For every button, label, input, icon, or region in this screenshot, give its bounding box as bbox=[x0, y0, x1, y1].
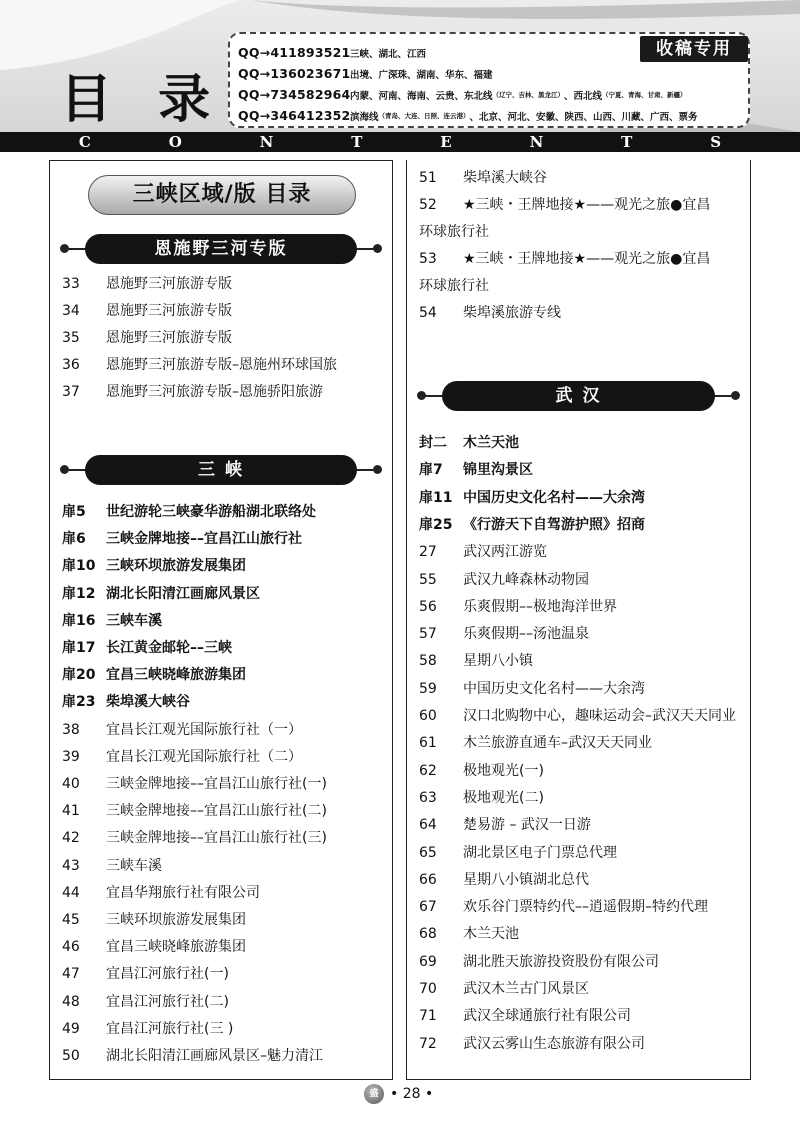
qq-areas-note: （宁夏、青海、甘肃、新疆） bbox=[602, 91, 687, 99]
section-dot bbox=[60, 244, 69, 253]
section-title: 武 汉 bbox=[442, 381, 715, 411]
toc-page-number: 扉6 bbox=[62, 531, 86, 548]
toc-entry-title: 宜昌长江观光国际旅行社（一） bbox=[106, 721, 302, 738]
toc-entry-title: 三峡金牌地接––宜昌江山旅行社(一) bbox=[106, 776, 327, 792]
toc-entry-title: 武汉木兰古门风景区 bbox=[463, 981, 589, 997]
toc-page-number: 35 bbox=[62, 330, 80, 346]
toc-page-number: 63 bbox=[419, 789, 437, 806]
toc-page-number: 53 bbox=[419, 251, 437, 267]
toc-entry[interactable] bbox=[419, 539, 749, 566]
toc-entry-title: 湖北长阳清江画廊风景区–魅力清江 bbox=[106, 1048, 323, 1064]
toc-entry-title: 恩施野三河旅游专版 bbox=[106, 276, 232, 292]
toc-entry-title: 星期八小镇湖北总代 bbox=[463, 871, 589, 888]
toc-entry[interactable] bbox=[62, 961, 388, 988]
toc-entry[interactable] bbox=[419, 485, 749, 512]
toc-entry-title: 恩施野三河旅游专版 bbox=[106, 330, 232, 346]
toc-entry[interactable] bbox=[62, 325, 388, 352]
toc-entry[interactable] bbox=[62, 825, 388, 852]
toc-page-number: 扉7 bbox=[419, 462, 443, 479]
toc-page-number: 61 bbox=[419, 735, 437, 752]
toc-page-number: 38 bbox=[62, 721, 80, 738]
contents-letter: T bbox=[621, 133, 633, 151]
toc-entry[interactable] bbox=[419, 621, 749, 648]
section-title: 三 峡 bbox=[85, 455, 357, 485]
toc-entry-title: 武汉两江游览 bbox=[463, 544, 547, 561]
toc-entry-title: 中国历史文化名村——大余湾 bbox=[463, 489, 645, 506]
qq-areas-note: （青岛、大连、日照、连云港） bbox=[378, 112, 470, 120]
qq-line bbox=[238, 105, 740, 126]
qq-areas: 内蒙、河南、海南、云贵、东北线 bbox=[350, 90, 493, 102]
toc-entry[interactable] bbox=[62, 298, 388, 325]
toc-entry-title: 木兰旅游直通车–武汉天天同业 bbox=[463, 735, 652, 752]
toc-page-number: 扉16 bbox=[62, 612, 96, 629]
toc-entry[interactable] bbox=[419, 976, 749, 1003]
toc-page-number: 扉17 bbox=[62, 640, 96, 656]
toc-entry-title: 三峡金牌地接––宜昌江山旅行社(二) bbox=[106, 803, 327, 820]
toc-entry[interactable] bbox=[419, 812, 749, 839]
toc-entry-title: 宜昌三峡晓峰旅游集团 bbox=[106, 667, 246, 684]
toc-entry-title: 三峡金牌地接––宜昌江山旅行社 bbox=[106, 531, 302, 548]
toc-entry[interactable] bbox=[62, 526, 388, 553]
publisher-logo-icon: 盛 bbox=[364, 1084, 384, 1104]
toc-entry-title: 柴埠溪大峡谷 bbox=[106, 694, 190, 711]
contents-bar bbox=[0, 132, 800, 152]
toc-entry[interactable] bbox=[419, 949, 749, 976]
toc-entry-title: ★三峡・王牌地接★——观光之旅●宜昌 bbox=[463, 251, 711, 267]
toc-entry-title: 木兰天池 bbox=[463, 435, 519, 451]
right-column bbox=[406, 160, 751, 1080]
toc-entry[interactable] bbox=[62, 553, 388, 580]
qq-number[interactable]: QQ→136023671 bbox=[238, 66, 351, 81]
toc-entry[interactable] bbox=[419, 300, 749, 327]
toc-entry-title: 三峡车溪 bbox=[106, 612, 162, 629]
toc-entry[interactable] bbox=[62, 880, 388, 907]
toc-page-number: 59 bbox=[419, 680, 437, 697]
toc-page-number: 57 bbox=[419, 626, 437, 643]
toc-page-number: 62 bbox=[419, 762, 437, 779]
section-header bbox=[60, 455, 382, 485]
toc-page-number: 60 bbox=[419, 708, 437, 724]
qq-areas: 出境、广深珠、湖南、华东、福建 bbox=[350, 69, 493, 81]
toc-page-number: 27 bbox=[419, 544, 437, 561]
toc-entry-title: 锦里沟景区 bbox=[463, 462, 533, 479]
toc-entry[interactable] bbox=[62, 853, 388, 880]
contents-letter: N bbox=[529, 133, 544, 151]
toc-entry-title: 乐爽假期––极地海洋世界 bbox=[463, 598, 617, 615]
toc-entry[interactable] bbox=[419, 676, 749, 703]
toc-entry-title: 三峡环坝旅游发展集团 bbox=[106, 912, 246, 928]
toc-entry-title: 三峡车溪 bbox=[106, 857, 162, 874]
toc-page-number: 69 bbox=[419, 953, 437, 970]
toc-entry-title: 三峡环坝旅游发展集团 bbox=[106, 558, 246, 575]
section-dot bbox=[373, 465, 382, 474]
toc-page-number: 48 bbox=[62, 993, 80, 1010]
toc-entry[interactable] bbox=[62, 1016, 388, 1043]
qq-line bbox=[238, 84, 740, 105]
toc-entry-title: 宜昌长江观光国际旅行社（二） bbox=[106, 748, 302, 765]
toc-entry[interactable] bbox=[419, 430, 749, 457]
contents-letter: T bbox=[351, 133, 363, 151]
toc-entry-title: 宜昌江河旅行社(三 ) bbox=[106, 1020, 234, 1037]
contents-letter: N bbox=[259, 133, 274, 151]
toc-page-number: 36 bbox=[62, 357, 80, 373]
toc-page-number: 扉12 bbox=[62, 585, 96, 602]
left-column bbox=[49, 160, 393, 1080]
toc-entry[interactable] bbox=[62, 771, 388, 798]
toc-page-number: 67 bbox=[419, 899, 437, 916]
section-title: 恩施野三河专版 bbox=[85, 234, 357, 264]
toc-entry-title: 星期八小镇 bbox=[463, 653, 533, 670]
section-header bbox=[60, 234, 382, 264]
toc-page-number: 66 bbox=[419, 871, 437, 888]
toc-page-number: 52 bbox=[419, 197, 437, 213]
toc-page-number: 56 bbox=[419, 598, 437, 615]
qq-number[interactable]: QQ→734582964 bbox=[238, 87, 351, 102]
qq-areas-rest: 、北京、河北、安徽、陕西、山西、川藏、广西、票务 bbox=[469, 111, 698, 123]
toc-page-number: 47 bbox=[62, 966, 80, 983]
page-title: 目 录 bbox=[60, 70, 225, 130]
toc-entry-title: 恩施野三河旅游专版 bbox=[106, 303, 232, 319]
qq-areas: 滨海线 bbox=[350, 111, 379, 123]
toc-entry-title: 武汉全球通旅行社有限公司 bbox=[463, 1008, 631, 1025]
toc-page-number: 58 bbox=[419, 653, 437, 670]
toc-page-number: 扉20 bbox=[62, 667, 96, 684]
toc-entry[interactable] bbox=[62, 352, 388, 379]
qq-areas-note: （辽宁、吉林、黑龙江） bbox=[492, 91, 565, 99]
toc-entry[interactable] bbox=[419, 894, 749, 921]
toc-entry[interactable] bbox=[62, 635, 388, 662]
toc-entry-title: 世纪游轮三峡豪华游船湖北联络处 bbox=[106, 504, 316, 520]
toc-page-number: 49 bbox=[62, 1020, 80, 1037]
toc-page-number: 71 bbox=[419, 1008, 437, 1025]
toc-entry-title: 宜昌江河旅行社(二) bbox=[106, 993, 229, 1010]
toc-entry-title: 极地观光(二) bbox=[463, 789, 544, 806]
qq-areas-rest: 、西北线 bbox=[564, 90, 603, 102]
toc-entry[interactable] bbox=[419, 192, 749, 246]
toc-page-number: 55 bbox=[419, 571, 437, 588]
toc-page-number: 41 bbox=[62, 803, 80, 820]
toc-entry-title: 中国历史文化名村——大余湾 bbox=[463, 680, 645, 697]
toc-page-number: 42 bbox=[62, 830, 80, 847]
toc-entry[interactable] bbox=[419, 703, 749, 730]
toc-entry[interactable] bbox=[419, 1003, 749, 1030]
toc-page-number: 54 bbox=[419, 305, 437, 321]
toc-entry-title: 湖北景区电子门票总代理 bbox=[463, 844, 617, 861]
toc-page-number: 扉25 bbox=[419, 516, 453, 533]
toc-entry-title: 楚易游 – 武汉一日游 bbox=[463, 817, 591, 834]
toc-entry-title: 三峡金牌地接––宜昌江山旅行社(三) bbox=[106, 830, 327, 847]
toc-entry[interactable] bbox=[419, 648, 749, 675]
toc-entry-title: 恩施野三河旅游专版–恩施州环球国旅 bbox=[106, 357, 337, 373]
toc-entry[interactable] bbox=[419, 785, 749, 812]
toc-entry[interactable] bbox=[62, 934, 388, 961]
toc-page-number: 扉23 bbox=[62, 694, 96, 711]
toc-entry[interactable] bbox=[62, 798, 388, 825]
toc-entry-title: 柴埠溪大峡谷 bbox=[463, 170, 547, 186]
toc-page-number: 45 bbox=[62, 912, 80, 928]
toc-entry[interactable] bbox=[62, 581, 388, 608]
toc-entry[interactable] bbox=[62, 379, 388, 406]
toc-page-number: 46 bbox=[62, 939, 80, 956]
toc-entry[interactable] bbox=[419, 840, 749, 867]
toc-entry-title: 木兰天池 bbox=[463, 926, 519, 943]
section-dot bbox=[373, 244, 382, 253]
toc-entry[interactable] bbox=[62, 499, 388, 526]
toc-entry[interactable] bbox=[62, 608, 388, 635]
toc-entry-title: 长江黄金邮轮––三峡 bbox=[106, 640, 232, 656]
toc-entry[interactable] bbox=[419, 594, 749, 621]
toc-entry[interactable] bbox=[419, 512, 749, 539]
submission-stamp: 收稿专用 bbox=[640, 36, 748, 62]
toc-page-number: 64 bbox=[419, 817, 437, 834]
qq-number[interactable]: QQ→346412352 bbox=[238, 108, 351, 123]
toc-page-number: 封二 bbox=[419, 435, 447, 451]
toc-entry-title: 乐爽假期––汤池温泉 bbox=[463, 626, 589, 643]
toc-entry[interactable] bbox=[62, 907, 388, 934]
page-header bbox=[0, 0, 800, 132]
toc-entry-title: 湖北长阳清江画廊风景区 bbox=[106, 585, 260, 602]
toc-page-number: 39 bbox=[62, 748, 80, 765]
toc-page-number: 68 bbox=[419, 926, 437, 943]
toc-entry-title: 恩施野三河旅游专版–恩施骄阳旅游 bbox=[106, 384, 323, 400]
qq-areas: 三峡、湖北、江西 bbox=[350, 48, 427, 60]
page-number-text: • 28 • bbox=[390, 1086, 434, 1102]
toc-entry-title: 欢乐谷门票特约代––逍遥假期–特约代理 bbox=[463, 899, 708, 916]
toc-entry[interactable] bbox=[419, 867, 749, 894]
toc-entry[interactable] bbox=[419, 758, 749, 785]
toc-entry[interactable] bbox=[62, 717, 388, 744]
toc-entry-title: 武汉九峰森林动物园 bbox=[463, 571, 589, 588]
toc-entry-title: 宜昌华翔旅行社有限公司 bbox=[106, 884, 260, 901]
toc-entry-title-continued: 环球旅行社 bbox=[419, 278, 489, 294]
toc-entry[interactable] bbox=[62, 271, 388, 298]
toc-page-number: 34 bbox=[62, 303, 80, 319]
toc-entry[interactable] bbox=[419, 730, 749, 757]
section-header bbox=[417, 381, 740, 411]
toc-page-number: 37 bbox=[62, 384, 80, 400]
toc-page-number: 50 bbox=[62, 1048, 80, 1064]
contents-letter: E bbox=[440, 133, 452, 151]
toc-page-number: 40 bbox=[62, 776, 80, 792]
toc-page-number: 72 bbox=[419, 1035, 437, 1052]
toc-entry[interactable] bbox=[419, 457, 749, 484]
page-number bbox=[364, 1082, 433, 1106]
contents-letter: C bbox=[78, 133, 91, 151]
toc-entry[interactable] bbox=[62, 689, 388, 716]
section-dot bbox=[417, 391, 426, 400]
toc-page-number: 扉11 bbox=[419, 489, 453, 506]
toc-entry-title: 极地观光(一) bbox=[463, 762, 544, 779]
section-dot bbox=[731, 391, 740, 400]
toc-page-number: 70 bbox=[419, 981, 437, 997]
toc-page-number: 扉10 bbox=[62, 558, 96, 575]
toc-entry-title: ★三峡・王牌地接★——观光之旅●宜昌 bbox=[463, 197, 711, 213]
toc-page-number: 33 bbox=[62, 276, 80, 292]
section-dot bbox=[60, 465, 69, 474]
toc-entry[interactable] bbox=[62, 1043, 388, 1070]
qq-number[interactable]: QQ→411893521 bbox=[238, 45, 351, 60]
contents-letter: O bbox=[168, 133, 182, 151]
toc-entry-title: 宜昌江河旅行社(一) bbox=[106, 966, 229, 983]
toc-entry[interactable] bbox=[419, 165, 749, 192]
toc-entry[interactable] bbox=[419, 1031, 749, 1058]
toc-entry-title: 宜昌三峡晓峰旅游集团 bbox=[106, 939, 246, 956]
toc-entry[interactable] bbox=[62, 989, 388, 1016]
toc-entry[interactable] bbox=[62, 744, 388, 771]
toc-entry-title: 《行游天下自驾游护照》招商 bbox=[463, 516, 645, 533]
qq-line bbox=[238, 63, 740, 84]
toc-entry[interactable] bbox=[419, 246, 749, 300]
toc-page-number: 44 bbox=[62, 884, 80, 901]
region-title: 三峡区域/版 目录 bbox=[88, 175, 356, 215]
toc-entry[interactable] bbox=[419, 567, 749, 594]
toc-entry[interactable] bbox=[419, 921, 749, 948]
toc-page-number: 65 bbox=[419, 844, 437, 861]
toc-entry[interactable] bbox=[62, 662, 388, 689]
toc-entry-title: 柴埠溪旅游专线 bbox=[463, 305, 561, 321]
toc-entry-title: 汉口北购物中心，趣味运动会–武汉天天同业 bbox=[463, 708, 736, 724]
contents-letter: S bbox=[710, 133, 722, 151]
toc-page-number: 51 bbox=[419, 170, 437, 186]
toc-entry-title: 武汉云雾山生态旅游有限公司 bbox=[463, 1035, 645, 1052]
toc-entry-title-continued: 环球旅行社 bbox=[419, 224, 489, 240]
toc-page-number: 43 bbox=[62, 857, 80, 874]
toc-page-number: 扉5 bbox=[62, 504, 86, 520]
toc-entry-title: 湖北胜天旅游投资股份有限公司 bbox=[463, 953, 659, 970]
